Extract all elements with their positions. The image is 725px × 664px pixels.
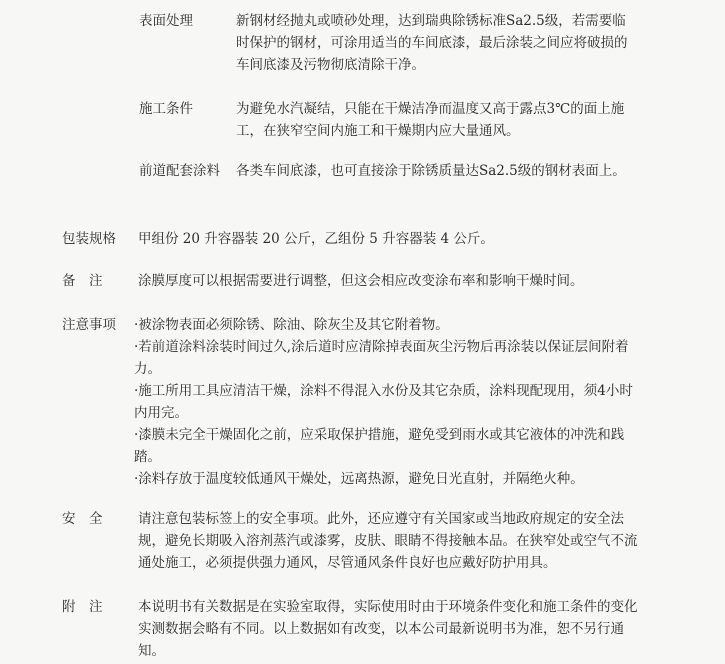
packaging-text: 甲组份 20 升容器装 20 公斤，乙组份 5 升容器装 4 公斤。 [138, 231, 494, 247]
previous-coat-text: 各类车间底漆，也可直接涂于除锈质量达Sa2.5级的钢材表面上。 [236, 163, 626, 179]
remark-text: 涂膜厚度可以根据需要进行调整，但这会相应改变涂布率和影响干燥时间。 [138, 273, 584, 289]
notes-list [134, 314, 640, 490]
appendix-text: 本说明书有关数据是在实验室取得，实际使用时由于环境条件变化和施工条件的变化实测数据会略有不同。以上数据如有改变，以本公司最新说明书为准，恕不另行通知。 [138, 599, 638, 659]
notes-item: ·若前道涂料涂装时间过久,涂后道时应清除掉表面灰尘污物后再涂装以保证层间附着力。 [134, 339, 629, 377]
packaging-label: 包装规格 [62, 231, 116, 247]
notes-item: ·漆膜未完全干燥固化之前，应采取保护措施，避免受到雨水或其它液体的冲洗和践踏。 [134, 427, 625, 465]
appendix-label: 附 注 [62, 599, 103, 615]
application-conditions-text: 为避免水汽凝结，只能在干燥洁净而温度又高于露点3℃的面上施工，在狭窄空间内施工和干燥期内应大量通风。 [236, 101, 625, 139]
surface-treatment-label: 表面处理 [139, 13, 193, 29]
application-conditions-label: 施工条件 [139, 101, 193, 117]
notes-item: ·被涂物表面必须除锈、除油、除灰尘及其它附着物。 [134, 317, 449, 333]
surface-treatment-text: 新钢材经抛丸或喷砂处理，达到瑞典除锈标准Sa2.5级，若需要临时保护的钢材，可涂用适当的车间底漆，最后涂装之间应将破损的车间底漆及污物彻底清除干净。 [236, 13, 628, 73]
previous-coat-label: 前道配套涂料 [139, 163, 220, 179]
safety-label: 安 全 [62, 511, 103, 527]
notes-label: 注意事项 [62, 317, 116, 333]
notes-item: ·施工所用工具应清洁干燥，涂料不得混入水份及其它杂质，涂料现配现用，须4小时内用完。 [134, 383, 633, 421]
notes-item: ·涂料存放于温度较低通风干燥处，远离热源，避免日光直射，并隔绝火种。 [134, 471, 584, 487]
remark-label: 备 注 [62, 273, 103, 289]
safety-text: 请注意包装标签上的安全事项。此外，还应遵守有关国家或当地政府规定的安全法规，避免长期吸入溶剂蒸汽或漆雾，皮肤、眼睛不得接触本品。在狭窄处或空气不流通处施工，必须提供强力通风，尽管通风条件良好也应戴好防护用具。 [138, 511, 638, 571]
